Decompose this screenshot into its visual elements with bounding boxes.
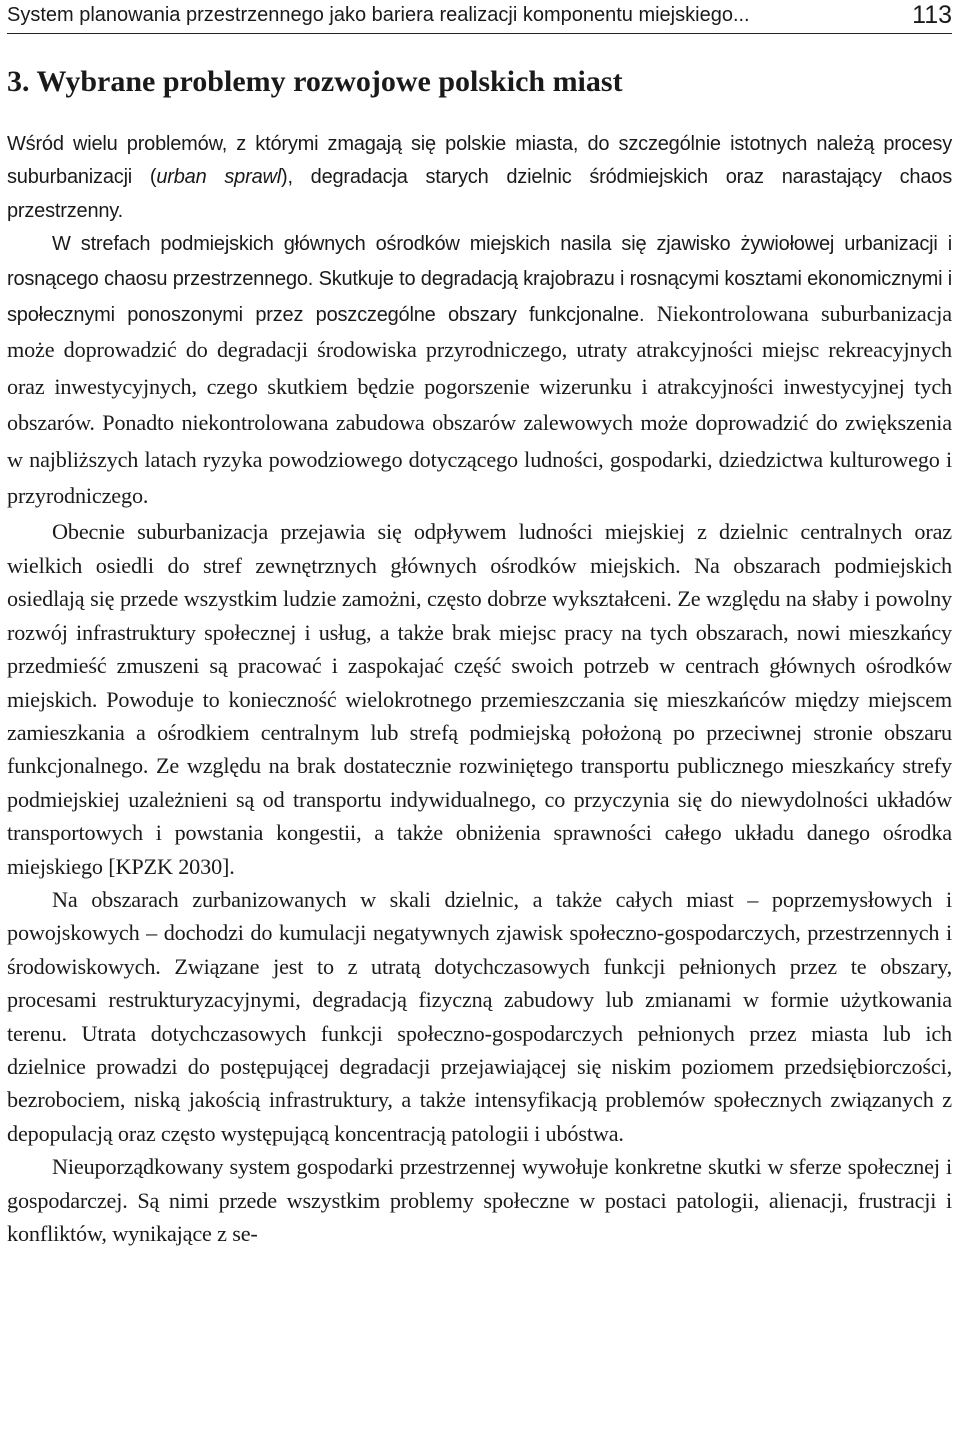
paragraph-2-serif-text: Niekontrolowana suburbanizacja może doprowadzić do degradacji środowiska przyrodniczego, utraty atrakcyjności miejsc rekreacyjnych oraz inwestycyjnych, czego skutkiem będzie pogorszenie wizerunku i atrakcyjności inwestycyjnej tych obszarów. Ponadto niekontrolowana zabudowa obszarów zalewowych może doprowadzić do zwiększenia w najbliższych latach ryzyka powodziowego dotyczącego ludności, gospodarki, dziedzictwa kulturowego i przyrodniczego. <box>7 301 952 509</box>
paragraph-1-italic-term: urban sprawl <box>156 166 281 189</box>
section-heading: 3. Wybrane problemy rozwojowe polskich miast <box>7 65 623 98</box>
paragraph-2 <box>7 228 952 515</box>
running-title: System planowania przestrzennego jako bariera realizacji komponentu miejskiego... <box>7 4 750 26</box>
paragraph-1 <box>7 128 952 228</box>
paragraph-1-text-b: ), degradacja starych dzielnic śródmiejskich oraz narastający chaos przestrzenny. <box>7 166 952 222</box>
paragraph-4: Na obszarach zurbanizowanych w skali dzielnic, a także całych miast – poprzemysłowych i powojskowych – dochodzi do kumulacji negatywnych zjawisk społeczno-gospodarczych, przestrzennych i środowiskowych. Związane jest to z utratą dotychczasowych funkcji pełnionych przez te obszary, procesami restrukturyzacyjnymi, degradacją fizyczną zabudowy lub zmianami w formie użytkowania terenu. Utrata dotychczasowych funkcji społeczno-gospodarczych pełnionych przez miasta lub ich dzielnice prowadzi do postępującej degradacji przejawiającej się niskim poziomem przedsiębiorczości, bezrobociem, niską jakością infrastruktury, a także intensyfikacją problemów społecznych związanych z depopulacją oraz często występującą koncentracją patologii i ubóstwa. <box>7 886 952 1146</box>
paragraph-2-sans-text: W strefach podmiejskich głównych ośrodków miejskich nasila się zjawisko żywiołowej urbanizacji i rosnącego chaosu przestrzennego. Skutkuje to degradacją krajobrazu i rosnącymi kosztami ekonomicznymi i społecznymi ponoszonymi przez poszczególne obszary funkcjonalne. <box>7 233 952 327</box>
paragraph-1-text-a: Wśród wielu problemów, z którymi zmagają się polskie miasta, do szczególnie istotnych należą procesy suburbanizacji ( <box>7 133 952 189</box>
paragraph-5: Nieuporządkowany system gospodarki przestrzennej wywołuje konkretne skutki w sferze społecznej i gospodarczej. Są nimi przede wszystkim problemy społeczne w postaci patologii, alienacji, frustracji i konfliktów, wynikające z se- <box>7 1154 952 1246</box>
running-header <box>7 0 952 34</box>
paragraph-3: Obecnie suburbanizacja przejawia się odpływem ludności miejskiej z dzielnic centralnych oraz wielkich osiedli do stref zewnętrznych głównych ośrodków miejskich. Na obszarach podmiejskich osiedlają się przede wszystkim ludzie zamożni, często dobrze wykształceni. Ze względu na słaby i powolny rozwój infrastruktury społecznej i usług, a także brak miejsc pracy na tych obszarach, nowi mieszkańcy przedmieść zmuszeni są pracować i zaspokajać część swoich potrzeb w centrach głównych ośrodków miejskich. Powoduje to konieczność wielokrotnego przemieszczania się mieszkańców między miejscem zamieszkania a ośrodkiem centralnym lub strefą podmiejską położoną po przeciwnej stronie obszaru funkcjonalnego. Ze względu na brak dostatecznie rozwiniętego transportu publicznego mieszkańcy strefy podmiejskiej uzależnieni są od transportu indywidualnego, co przyczynia się do niewydolności układów transportowych i powstania kongestii, a także obniżenia sprawności całego układu danego ośrodka miejskiego [KPZK 2030]. <box>7 519 952 879</box>
page-number: 113 <box>912 1 952 29</box>
